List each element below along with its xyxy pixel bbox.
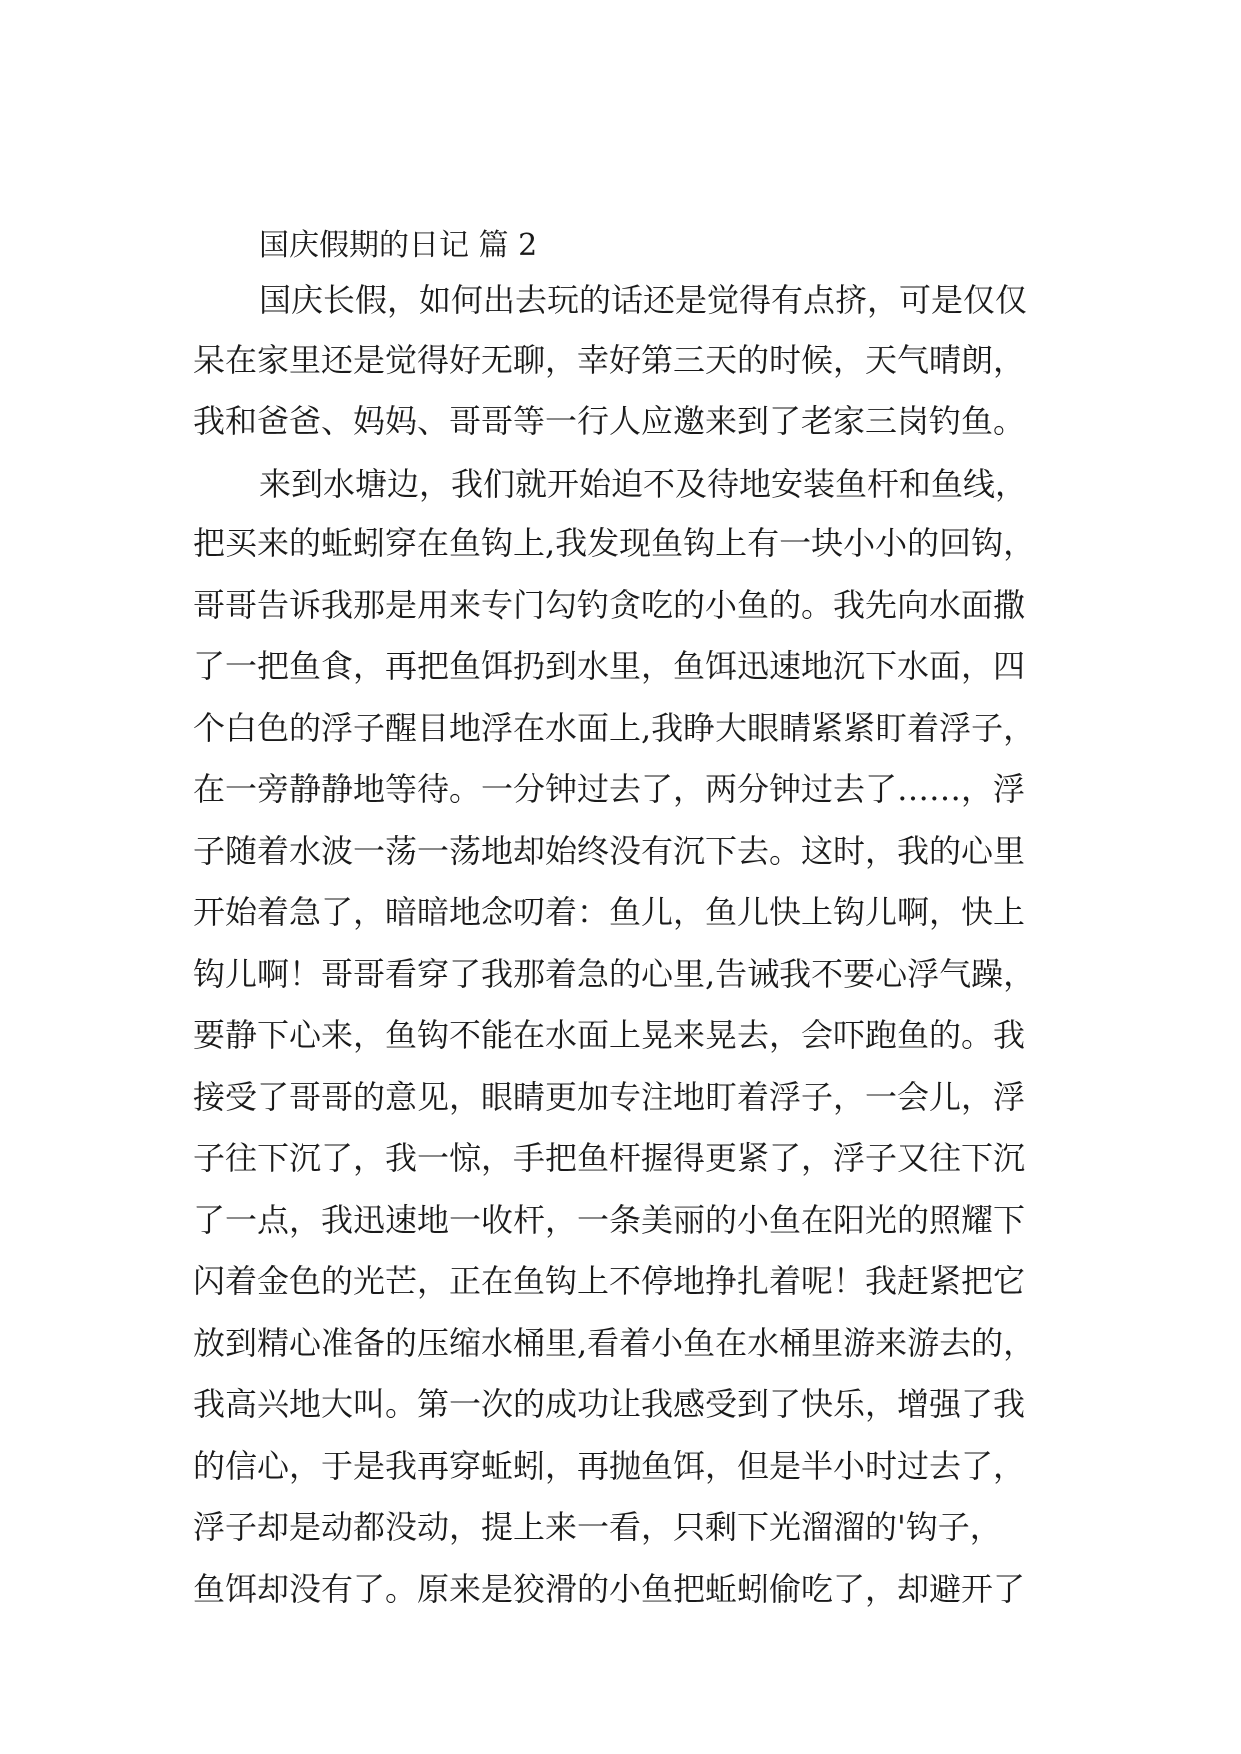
paragraph-line: 子往下沉了，我一惊，手把鱼杆握得更紧了，浮子又往下沉 (193, 1139, 1026, 1177)
paragraph-line: 的信心，于是我再穿蚯蚓，再抛鱼饵，但是半小时过去了， (193, 1447, 1026, 1485)
paragraph-line: 把买来的蚯蚓穿在鱼钩上,我发现鱼钩上有一块小小的回钩， (193, 524, 1036, 562)
paragraph-line: 开始着急了，暗暗地念叨着：鱼儿，鱼儿快上钩儿啊，快上 (193, 893, 1026, 931)
paragraph-line: 在一旁静静地等待。一分钟过去了，两分钟过去了……，浮 (193, 770, 1026, 808)
paragraph-line: 国庆长假，如何出去玩的话还是觉得有点挤，可是仅仅 (259, 281, 1028, 319)
paragraph-line: 放到精心准备的压缩水桶里,看着小鱼在水桶里游来游去的， (193, 1324, 1036, 1362)
paragraph-line: 闪着金色的光芒，正在鱼钩上不停地挣扎着呢！我赶紧把它 (193, 1262, 1026, 1300)
paragraph-line: 浮子却是动都没动，提上来一看，只剩下光溜溜的'钩子， (193, 1508, 1002, 1546)
paragraph-line: 要静下心来，鱼钩不能在水面上晃来晃去，会吓跑鱼的。我 (193, 1016, 1026, 1054)
paragraph-line: 鱼饵却没有了。原来是狡滑的小鱼把蚯蚓偷吃了，却避开了 (193, 1570, 1026, 1608)
paragraph-line: 来到水塘边，我们就开始迫不及待地安装鱼杆和鱼线， (259, 465, 1028, 503)
paragraph-line: 个白色的浮子醒目地浮在水面上,我睁大眼睛紧紧盯着浮子， (193, 709, 1036, 747)
paragraph-line: 接受了哥哥的意见，眼睛更加专注地盯着浮子，一会儿，浮 (193, 1078, 1026, 1116)
paragraph-line: 哥哥告诉我那是用来专门勾钓贪吃的小鱼的。我先向水面撒 (193, 586, 1026, 624)
paragraph-line: 我和爸爸、妈妈、哥哥等一行人应邀来到了老家三岗钓鱼。 (193, 402, 1026, 440)
paragraph-line: 我高兴地大叫。第一次的成功让我感受到了快乐，增强了我 (193, 1385, 1026, 1423)
paragraph-line: 了一点，我迅速地一收杆，一条美丽的小鱼在阳光的照耀下 (193, 1201, 1026, 1239)
paragraph-line: 了一把鱼食，再把鱼饵扔到水里，鱼饵迅速地沉下水面，四 (193, 647, 1026, 685)
paragraph-line: 呆在家里还是觉得好无聊，幸好第三天的时候，天气晴朗， (193, 341, 1026, 379)
document-heading: 国庆假期的日记 篇 2 (259, 228, 538, 263)
paragraph-line: 子随着水波一荡一荡地却始终没有沉下去。这时，我的心里 (193, 832, 1026, 870)
paragraph-line: 钩儿啊！哥哥看穿了我那着急的心里,告诫我不要心浮气躁， (193, 955, 1036, 993)
